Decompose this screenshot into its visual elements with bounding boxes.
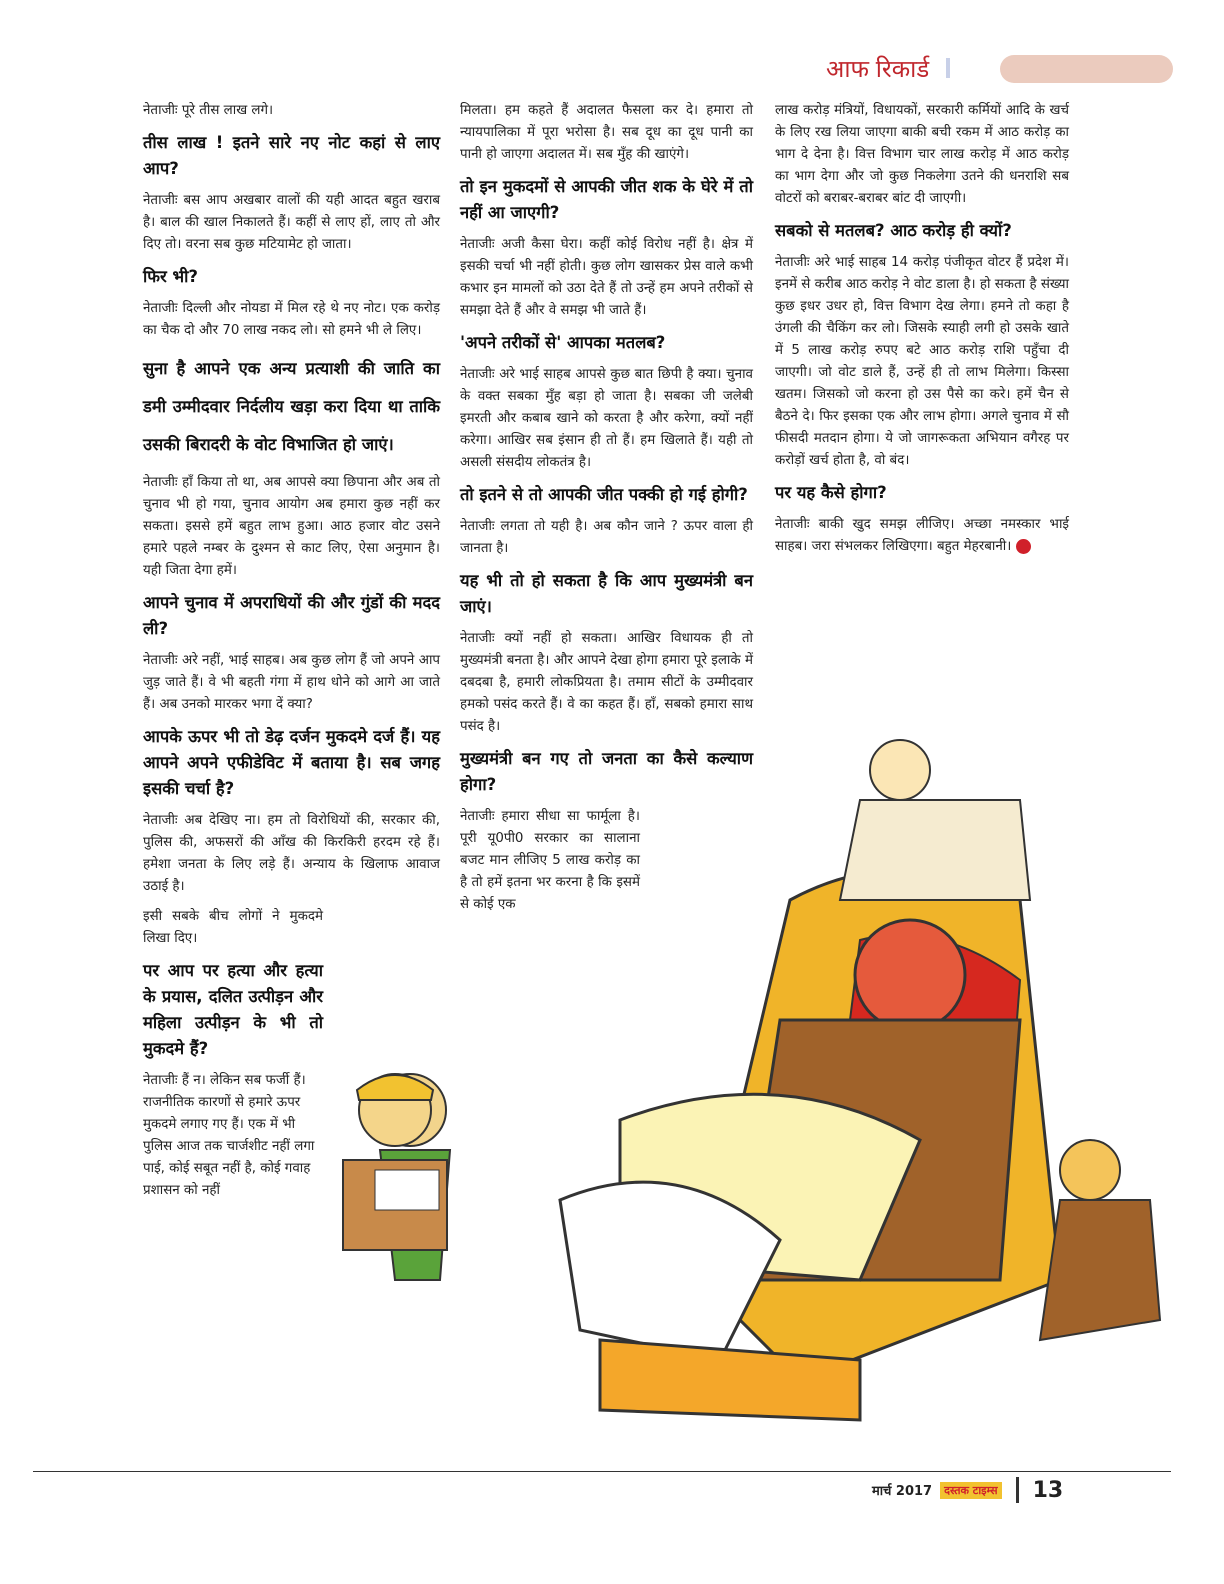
question-heading: तो इतने से तो आपकी जीत पक्की हो गई होगी? (460, 485, 748, 504)
answer-paragraph: नेताजीः दिल्ली और नोयडा में मिल रहे थे नए नोट। एक करोड़ का चैक दो और 70 लाख नकद लो। सो हमने भी ले लिए। (143, 301, 440, 338)
column-1 (143, 100, 440, 1210)
answer-paragraph: नेताजीः हमारा सीधा सा फार्मूला है। पूरी यू0पी0 सरकार का सालाना बजट मान लीजिए 5 लाख करोड़ का है तो हमें इतना भर करना है कि इसमें से कोई एक (460, 809, 640, 912)
question-heading: तीस लाख ! इतने सारे नए नोट कहां से लाए आप? (143, 133, 440, 178)
footer-rule (33, 1471, 1171, 1472)
question-heading: मुख्यमंत्री बन गए तो जनता का कैसे कल्याण होगा? (460, 749, 753, 794)
answer-paragraph: नेताजीः बस आप अखबार वालों की यही आदत बहुत खराब है। बाल की खाल निकालते हैं। कहीं से लाए हों, लाए तो और दिए तो। वरना सब कुछ मटियामेट हो जाता। (143, 193, 440, 252)
answer-paragraph: मिलता। हम कहते हैं अदालत फैसला कर दे। हमारा तो न्यायपालिका में पूरा भरोसा है। सब दूध का दूध पानी का पानी हो जाएगा अदालत में। सब मुँह की खाएंगे। (460, 103, 753, 162)
question-heading: सुना है आपने एक अन्य प्रत्याशी की जाति का डमी उम्मीदवार निर्दलीय खड़ा करा दिया था ताकि उसकी बिरादरी के वोट विभाजित हो जाएं। (143, 359, 440, 454)
end-mark-icon (1016, 539, 1031, 554)
answer-paragraph: लाख करोड़ मंत्रियों, विधायकों, सरकारी कर्मियों आदि के खर्च के लिए रख लिया जाएगा बाकी बची रकम में आठ करोड़ का भाग दे देना है। वित्त विभाग चार लाख करोड़ में आठ करोड़ का भाग देगा और जो कुछ निकलेगा उतने की धनराशि सब वोटरों को बराबर-बराबर बांट दी जाएगी। (775, 103, 1069, 206)
divider (1016, 1477, 1019, 1503)
issue-date: मार्च 2017 (872, 1484, 933, 1499)
question-heading: पर आप पर हत्या और हत्या के प्रयास, दलित उत्पीड़न और महिला उत्पीड़न के भी तो मुकदमे हैं? (143, 961, 323, 1058)
column-3 (775, 100, 1069, 566)
answer-paragraph: नेताजीः लगता तो यही है। अब कौन जाने ? ऊपर वाला ही जानता है। (460, 519, 753, 556)
answer-paragraph: नेताजीः हॉं किया तो था, अब आपसे क्या छिपाना और अब तो चुनाव भी हो गया, चुनाव आयोग अब हमारा कुछ नहीं कर सकता। इससे हमें बहुत लाभ हुआ। आठ हजार वोट उसने हमारे पहले नम्बर के दुश्मन से काट लिए, ऐसा अनुमान है। यही जिता देगा हमें। (143, 475, 440, 578)
magazine-logo: दस्तक टाइम्स (940, 1482, 1001, 1499)
answer-paragraph: इसी सबके बीच लोगों ने मुकदमे लिखा दिए। (143, 909, 323, 946)
question-heading: 'अपने तरीकों से' आपका मतलब? (460, 333, 666, 352)
answer-paragraph: नेताजीः बाकी खुद समझ लीजिए। अच्छा नमस्कार भाई साहब। जरा संभलकर लिखिएगा। बहुत मेहरबानी। (775, 517, 1069, 554)
answer-paragraph: नेताजीः क्यों नहीं हो सकता। आखिर विधायक ही तो मुख्यमंत्री बनता है। और आपने देखा होगा हमारा पूरे इलाके में दबदबा है, हमारी लोकप्रियता है। तमाम सीटों के उम्मीदवार हमको पसंद करते हैं। वे का कहत हैं। हॉं, सबको हमारा साथ पसंद है। (460, 631, 753, 734)
answer-paragraph: नेताजीः पूरे तीस लाख लगे। (143, 103, 274, 118)
question-heading: यह भी तो हो सकता है कि आप मुख्यमंत्री बन जाएं। (460, 571, 753, 616)
answer-paragraph: नेताजीः अरे भाई साहब आपसे कुछ बात छिपी है क्या। चुनाव के वक्त सबका मुँह बड़ा हो जाता है। सबका जी जलेबी इमरती और कबाब खाने को करता है और करेगा, क्यों नहीं करेगा। आखिर सब इंसान ही तो हैं। हम खिलाते हैं। यही तो असली संसदीय लोकतंत्र है। (460, 367, 753, 470)
question-heading: फिर भी? (143, 267, 198, 286)
page-number: 13 (1032, 1477, 1064, 1503)
answer-paragraph: नेताजीः अजी कैसा घेरा। कहीं कोई विरोध नहीं है। क्षेत्र में इसकी चर्चा भी नहीं होती। कुछ लोग खासकर प्रेस वाले कभी कभार इन मामलों को उठा देते हैं तो उन्हें हम अपने तरीकों से समझा देते हैं और वे समझ भी जाते हैं। (460, 237, 753, 318)
question-heading: आपके ऊपर भी तो डेढ़ दर्जन मुकदमे दर्ज हैं। यह आपने अपने एफीडेविट में बताया है। सब जगह इसकी चर्चा है? (143, 727, 440, 798)
answer-paragraph: नेताजीः अब देखिए ना। हम तो विरोधियों की, सरकार की, पुलिस की, अफसरों की आँख की किरकिरी हरदम रहे हैं। हमेशा जनता के लिए लड़े हैं। अन्याय के खिलाफ आवाज उठाई है। (143, 813, 440, 894)
question-heading: सबको से मतलब? आठ करोड़ ही क्यों? (775, 221, 1012, 240)
answer-paragraph: नेताजीः अरे भाई साहब 14 करोड़ पंजीकृत वोटर हैं प्रदेश में। इनमें से करीब आठ करोड़ ने वोट डाला है। हो सकता है संख्या कुछ इधर उधर हो, वित्त विभाग देख लेगा। हमने तो कहा है उंगली की चैकिंग कर लो। जिसके स्याही लगी हो उसके खाते में 5 लाख करोड़ रुपए बटे आठ करोड़ राशि पहुँचा दी जाएगी। जो वोट डाले हैं, उन्हें ही तो लाभ मिलेगा। किस्सा खतम। जिसको जो करना हो उस पैसे का करे। हमें चैन से बैठने दे। फिर इसका एक और लाभ होगा। अगले चुनाव में सौ फीसदी मतदान होगा। ये जो जागरूकता अभियान वगैरह पर करोड़ों खर्च होता है, वो बंद। (775, 255, 1069, 468)
question-heading: तो इन मुकदमों से आपकी जीत शक के घेरे में तो नहीं आ जाएगी? (460, 177, 753, 222)
answer-paragraph: नेताजीः हैं न। लेकिन सब फर्जी हैं। राजनीतिक कारणों से हमारे ऊपर मुकदमे लगाए गए हैं। एक में भी पुलिस आज तक चार्जशीट नहीं लगा पाई, कोई सबूत नहीं है, कोई गवाह प्रशासन को नहीं (143, 1073, 315, 1198)
divider (946, 58, 950, 78)
answer-paragraph: नेताजीः अरे नहीं, भाई साहब। अब कुछ लोग हैं जो अपने आप जुड़ जाते हैं। वे भी बहती गंगा में हाथ धोने को आगे आ जाते हैं। अब उनको मारकर भगा दें क्या? (143, 653, 440, 712)
section-title: आफ रिकार्ड (826, 56, 930, 83)
header-pill (1000, 55, 1173, 83)
question-heading: आपने चुनाव में अपराधियों की और गुंडों की मदद ली? (143, 593, 440, 638)
column-2 (460, 100, 753, 924)
question-heading: पर यह कैसे होगा? (775, 483, 887, 502)
footer (872, 1477, 1063, 1503)
